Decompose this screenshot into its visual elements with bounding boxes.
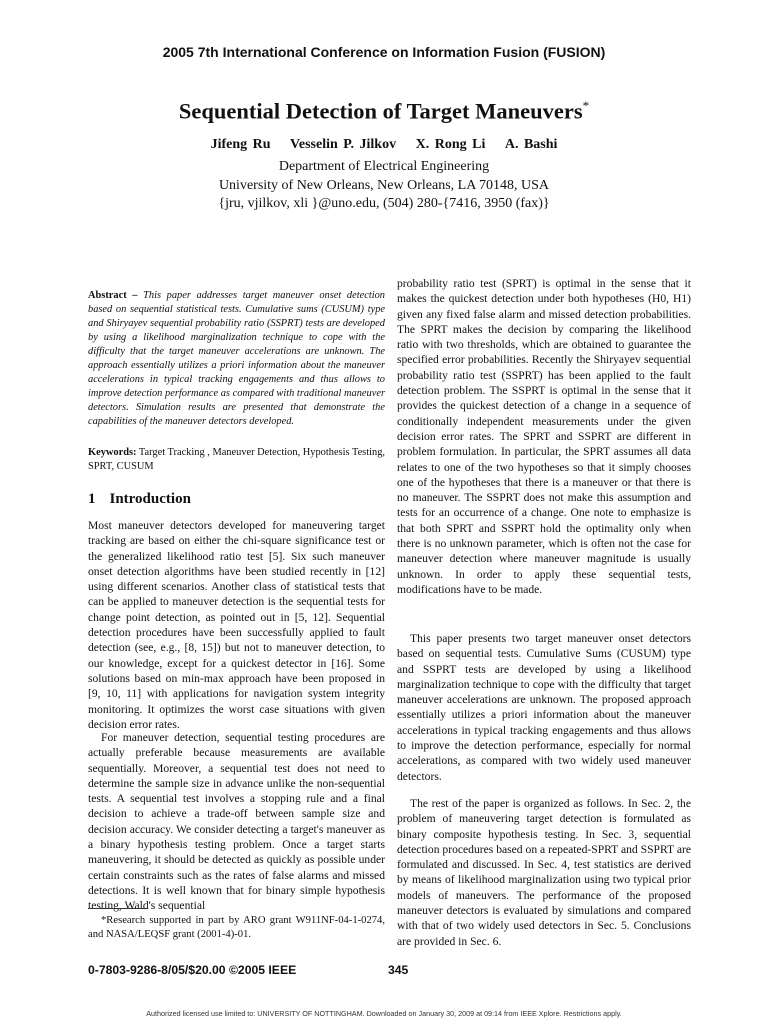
section-title: Introduction <box>109 491 191 507</box>
footnote <box>88 914 385 942</box>
author-list <box>0 137 768 153</box>
keywords <box>88 446 385 474</box>
section-number: 1 <box>88 491 96 507</box>
footnote-text: *Research supported in part by ARO grant W911NF-04-1-0274, and NASA/LEQSF grant (2001-4)-01. <box>88 915 385 940</box>
left-paragraph <box>88 518 385 732</box>
section-heading <box>88 491 191 508</box>
paragraph-text: Most maneuver detectors developed for maneuvering target tracking are based on either the chi-square significance test or the generalized likelihood ratio test [5]. Six such maneuver onset detection algorithms have been studied recently in [12] using different scenarios. Another class of statistical tests that can be applied to maneuver detection is the sequential tests for change point detection, as pointed out in [5, 12]. Sequential detection procedures have been successfully applied to fault detection (see, e.g., [8, 15]) but not to maneuver detection, to our knowledge, except for a quickest detector in [16]. Some solutions based on min-max approach have been proposed in [9, 10, 11] with applications for navigation system integrity monitoring. It optimizes the worst case situations with given decision error rates. <box>88 519 385 731</box>
author-name: Vesselin P. Jilkov <box>290 137 397 152</box>
author-name: A. Bashi <box>504 137 558 152</box>
isbn-copyright: 0-7803-9286-8/05/$20.00 ©2005 IEEE <box>88 963 297 977</box>
affiliation <box>0 158 768 214</box>
footnote-divider <box>88 908 148 909</box>
conference-header: 2005 7th International Conference on Information Fusion (FUSION) <box>162 44 606 60</box>
paragraph-text: For maneuver detection, sequential testing procedures are actually preferable because measurements are available sequentially. Moreover, a sequential test does not need to determine the sample size in advance unlike the non-sequential tests. A sequential test involves a stopping rule and a final decision to achieve a trade-off between sample size and decision accuracy. We consider detecting a target's maneuver as a binary hypothesis testing problem. Once a target starts maneuvering, it should be detected as quickly as possible under certain constraints such as the rates of false alarms and missed detections. It is well known that for binary simple hypothesis testing, Wald's sequential <box>88 731 385 913</box>
paragraph-text: The rest of the paper is organized as follows. In Sec. 2, the problem of maneuvering target detection is formulated as binary composite hypothesis testing. In Sec. 3, sequential detection procedures based on a repeated-SPRT and SSPRT are formulated and discussed. In Sec. 4, test statistics are derived by means of likelihood marginalization using two typical prior models of maneuvers. The performance of the proposed maneuver detectors is evaluated by simulations and compared with that of two widely used detectors in Sec. 5. Conclusions are provided in Sec. 6. <box>397 797 691 948</box>
paragraph-text: This paper presents two target maneuver onset detectors based on sequential tests. Cumulative Sums (CUSUM) type and SSPRT tests are developed by using a likelihood marginalization technique to cope with the difficulty that target maneuver accelerations are unknown. The proposed approach essentially utilizes a priori information about the maneuver accelerations in typical tracking engagements and thus allows to improve the detection performance, especially for normal accelerations, as compared with two widely used maneuver detectors. <box>397 632 691 783</box>
page-number: 345 <box>388 963 409 977</box>
abstract <box>88 289 385 429</box>
license-notice: Authorized licensed use limited to: UNIVERSITY OF NOTTINGHAM. Downloaded on January 30, 2009 at 09:14 from IEEE Xplore. Restrictions apply. <box>146 1009 622 1018</box>
author-name: Jifeng Ru <box>210 137 271 152</box>
abstract-text: This paper addresses target maneuver onset detection based on sequential statistical tests. Cumulative sums (CUSUM) type and Shiryayev sequential probability ratio (SSPRT) tests are developed by using a likelihood marginalization technique to cope with the difficulty that the target maneuver accelerations are unknown. The approach essentially utilizes a priori information about the maneuver accelerations in typical tracking engagements and thus allows to improve detection performance as compared with traditional maneuver detectors. Simulation results are presented that demonstrate the capabilities of the maneuver detectors developed. <box>88 290 385 427</box>
keywords-text: Target Tracking , Maneuver Detection, Hypothesis Testing, SPRT, CUSUM <box>88 447 385 472</box>
abstract-label: Abstract – <box>88 290 138 301</box>
affiliation-university: University of New Orleans, New Orleans, LA 70148, USA <box>218 177 550 193</box>
keywords-label: Keywords: <box>88 447 137 458</box>
right-paragraph <box>397 631 691 784</box>
right-paragraph <box>397 796 691 949</box>
author-name: X. Rong Li <box>415 137 486 152</box>
left-paragraph <box>88 730 385 914</box>
affiliation-contact: {jru, vjilkov, xli }@uno.edu, (504) 280-{7416, 3950 (fax)} <box>218 196 550 211</box>
paper-title-text: Sequential Detection of Target Maneuvers <box>178 98 583 124</box>
paragraph-text: probability ratio test (SPRT) is optimal in the sense that it makes the quickest detection under both hypotheses (H0, H1) given any fixed false alarm and missed detection probabilities. The SPRT makes the decision by comparing the likelihood ratio with two thresholds, which are obtained to guarantee the specified error probabilities. Recently the Shiryayev sequential probability ratio test (SSPRT) has been applied to the fault detection problem. The SSPRT is optimal in the sense that it provides the quickest detection of a change in a sequence of conditionally independent measurements under the given decision error rates. The SPRT and SSPRT are different in problem formulation. In particular, the SPRT assumes all data relates to one of the two hypotheses so that it simply chooses one of the hypotheses that there is a maneuver or that there is no maneuver. The SSPRT does not make this assumption and tests for an occurrence of a change. One note to emphasize is that both SPRT and SSPRT hold the optimality only when there is no unknown parameter, which is often not the case for maneuver detection where maneuver magnitude is usually unknown. In order to apply these sequential tests, modifications have to be made. <box>397 277 691 596</box>
affiliation-department: Department of Electrical Engineering <box>278 159 490 174</box>
right-paragraph <box>397 276 691 597</box>
title-footnote-mark: * <box>582 98 590 113</box>
paper-title <box>0 98 768 125</box>
